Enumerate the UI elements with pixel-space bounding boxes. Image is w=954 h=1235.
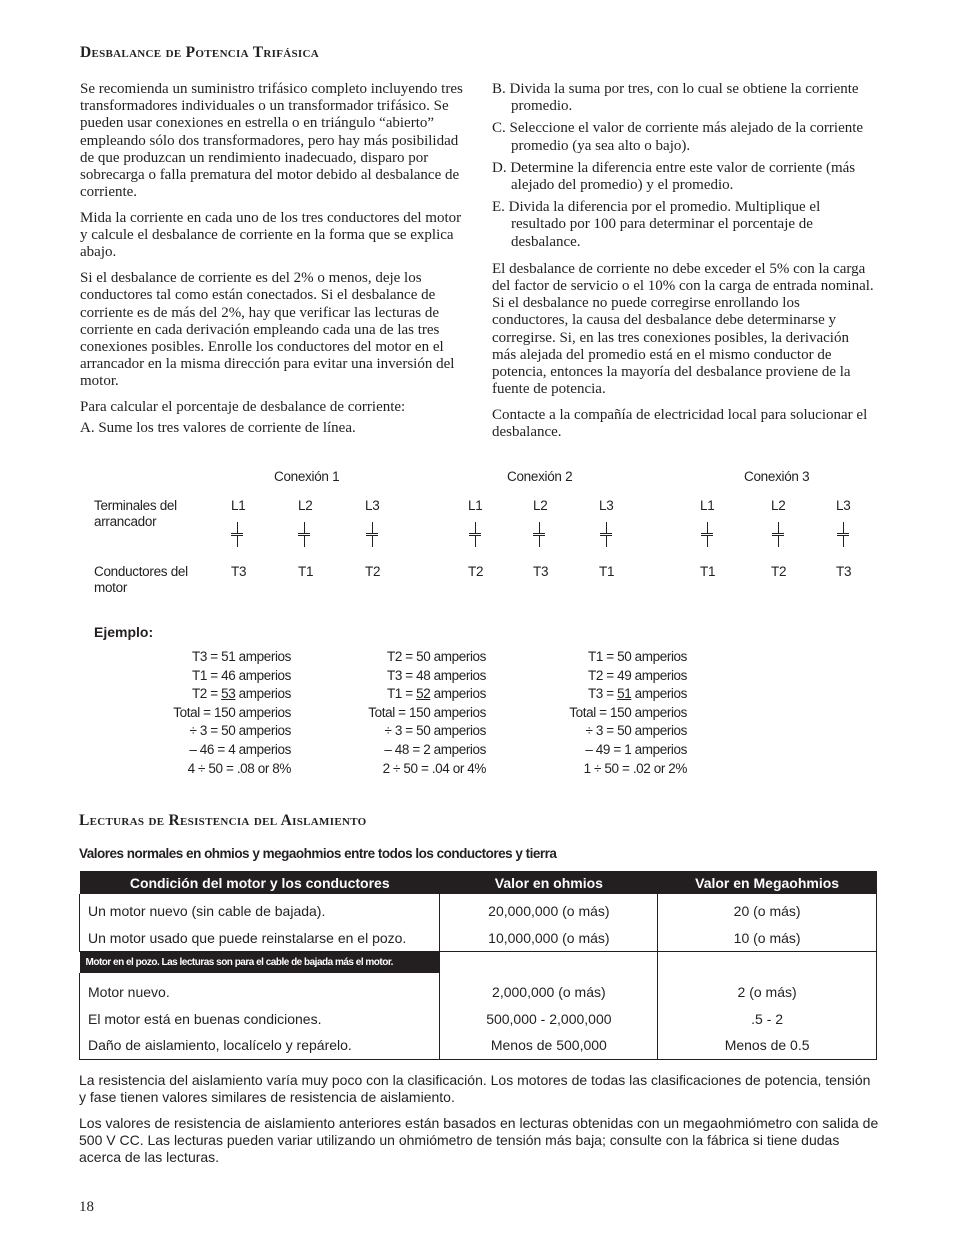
terminal-label: L1 <box>700 498 715 513</box>
example-column-2 <box>335 648 486 778</box>
connection-2-title: Conexión 2 <box>507 469 573 484</box>
example-line: T1 = 46 amperios <box>191 667 291 683</box>
cell-ohms: Menos de 500,000 <box>440 1032 658 1059</box>
lead-label: T3 <box>836 564 852 579</box>
connection-1-title: Conexión 1 <box>274 469 340 484</box>
lead-label: T2 <box>468 564 484 579</box>
paragraph: El desbalance de corriente no debe exceder el 5% con la carga del factor de servicio o el 10% con la carga de entrada nominal. Si el desbalance no puede corregirse enrollando los conductores, la causa del desbalance debe determinarse y corregirse. Si, en las tres conexiones posibles, la derivación más alejada del promedio está en el mismo conductor de potencia, entonces la mayoría del desbalance proviene de la fuente de potencia. <box>492 260 874 398</box>
terminal-connector-symbol <box>600 522 612 546</box>
example-line: T1 = 50 amperios <box>587 649 687 664</box>
example-line-suffix: amperios <box>235 686 291 702</box>
table-header-row <box>80 871 877 894</box>
example-line: Total = 150 amperios <box>569 704 687 720</box>
paragraph: Para calcular el porcentaje de desbalance de corriente: <box>80 399 406 416</box>
header-megaohms: Valor en Megaohmios <box>658 871 877 894</box>
terminal-label: L1 <box>231 498 246 513</box>
cell-ohms: 500,000 - 2,000,000 <box>440 1006 658 1033</box>
cell-megaohms: 2 (o más) <box>658 973 877 1006</box>
terminal-connector-symbol <box>837 522 849 546</box>
paragraph: Mida la corriente en cada uno de los tres conductores del motor y calcule el desbalance de corriente en la forma que se explica abajo. <box>80 210 462 261</box>
example-line: 2 ÷ 50 = .04 or 4% <box>382 760 486 776</box>
example-line: T3 = 48 amperios <box>386 667 486 683</box>
cell-megaohms: 10 (o más) <box>658 925 877 952</box>
lead-label: T1 <box>298 564 314 579</box>
insulation-resistance-table <box>79 871 877 1060</box>
example-line-underlined <box>140 685 291 704</box>
terminal-connector-symbol <box>701 522 713 546</box>
cell-megaohms: Menos de 0.5 <box>658 1032 877 1059</box>
right-column <box>492 81 874 450</box>
step-c: C. Seleccione el valor de corriente más alejado de la corriente promedio (ya sea alto o bajo). <box>492 120 864 154</box>
section-title-desbalance: Desbalance de Potencia Trifásica <box>80 44 319 61</box>
cell-empty <box>658 952 877 974</box>
example-column-1 <box>140 648 291 778</box>
page-number: 18 <box>79 1199 94 1215</box>
example-line-underlined <box>335 685 486 704</box>
paragraph: Si el desbalance de corriente es del 2% o menos, deje los conductores tal como están conectados. Si el desbalance de corriente es de más del 2%, hay que verificar las lecturas de corriente en cada derivación empleando cada una de las tres conexiones posibles. Enrolle los conductores del motor en el arrancador en la misma dirección para evitar una inversión del motor. <box>80 270 455 390</box>
table-row <box>80 925 877 952</box>
subheader-motor-in-well: Motor en el pozo. Las lecturas son para el cable de bajada más el motor. <box>80 952 440 974</box>
cell-condition: Motor nuevo. <box>80 973 440 1006</box>
note-paragraph: Los valores de resistencia de aislamiento anteriores están basados en lecturas obtenidas con un megaohmiómetro con salida de 500 V CC. Las lecturas pueden variar utilizando un ohmiómetro de tensión más baja; consulte con la fábrica si tiene dudas acerca de las lecturas. <box>79 1115 879 1165</box>
cell-megaohms: .5 - 2 <box>658 1006 877 1033</box>
cell-ohms: 10,000,000 (o más) <box>440 925 658 952</box>
starter-terminals-label: Terminales del arrancador <box>94 498 177 529</box>
header-condition: Condición del motor y los conductores <box>80 871 440 894</box>
example-selected-value: 53 <box>221 686 236 702</box>
table-subheader-row <box>80 952 877 974</box>
table-row <box>80 1032 877 1059</box>
terminal-connector-symbol <box>772 522 784 546</box>
step-a: A. Sume los tres valores de corriente de línea. <box>80 420 356 437</box>
lead-label: T3 <box>231 564 247 579</box>
paragraph: Se recomienda un suministro trifásico completo incluyendo tres transformadores individuales o un transformador trifásico. Se pueden usar conexiones en estrella o en triángulo “abierto” empleando sólo dos transformadores, pero hay más posibilidad de que produzcan un rendimiento inadecuado, disparo por sobrecarga o falla prematura del motor debido al desbalance de corriente. <box>80 81 463 201</box>
terminal-connector-symbol <box>469 522 481 546</box>
example-line-suffix: amperios <box>631 686 687 702</box>
example-line: – 49 = 1 amperios <box>585 741 687 757</box>
table-row <box>80 973 877 1006</box>
table-caption: Valores normales en ohmios y megaohmios entre todos los conductores y tierra <box>79 846 557 861</box>
lead-label: T1 <box>700 564 716 579</box>
step-b: B. Divida la suma por tres, con lo cual se obtiene la corriente promedio. <box>492 81 859 115</box>
lead-label: T3 <box>533 564 549 579</box>
terminal-connector-symbol <box>298 522 310 546</box>
motor-leads-label: Conductores del motor <box>94 564 188 595</box>
cell-empty <box>440 952 658 974</box>
terminal-connector-symbol <box>231 522 243 546</box>
lead-label: T2 <box>365 564 381 579</box>
example-line: 1 ÷ 50 = .02 or 2% <box>583 760 687 776</box>
example-line-prefix: T1 = <box>386 686 417 702</box>
example-label: Ejemplo: <box>94 624 154 640</box>
terminal-connector-symbol <box>366 522 378 546</box>
table-row <box>80 1006 877 1033</box>
lead-label: T2 <box>771 564 787 579</box>
example-line: – 48 = 2 amperios <box>384 741 486 757</box>
connection-3-title: Conexión 3 <box>744 469 810 484</box>
example-selected-value: 52 <box>416 686 431 702</box>
terminal-label: L2 <box>298 498 313 513</box>
cell-condition: El motor está en buenas condiciones. <box>80 1006 440 1033</box>
terminal-label: L1 <box>468 498 483 513</box>
cell-ohms: 20,000,000 (o más) <box>440 894 658 925</box>
example-line: 4 ÷ 50 = .08 or 8% <box>187 760 291 776</box>
terminal-label: L2 <box>771 498 786 513</box>
example-line: Total = 150 amperios <box>368 704 486 720</box>
cell-condition: Un motor usado que puede reinstalarse en el pozo. <box>80 925 440 952</box>
step-e: E. Divida la diferencia por el promedio. Multiplique el resultado por 100 para determinar el porcentaje de desbalance. <box>492 199 821 250</box>
example-line: – 46 = 4 amperios <box>189 741 291 757</box>
example-line-underlined <box>536 685 687 704</box>
example-column-3 <box>536 648 687 778</box>
example-line: T2 = 50 amperios <box>386 649 486 664</box>
header-ohms: Valor en ohmios <box>440 871 658 894</box>
terminal-label: L3 <box>365 498 380 513</box>
terminal-label: L2 <box>533 498 548 513</box>
terminal-label: L3 <box>599 498 614 513</box>
section-title-aislamiento: Lecturas de Resistencia del Aislamiento <box>79 812 367 829</box>
note-paragraph: La resistencia del aislamiento varía muy poco con la clasificación. Los motores de todas las clasificaciones de potencia, tensión y fase tienen valores similares de resistencia de aislamiento. <box>79 1072 871 1105</box>
table-row <box>80 894 877 925</box>
cell-ohms: 2,000,000 (o más) <box>440 973 658 1006</box>
left-column <box>80 81 464 446</box>
terminal-label: L3 <box>836 498 851 513</box>
example-line: ÷ 3 = 50 amperios <box>189 723 291 739</box>
example-selected-value: 51 <box>617 686 632 702</box>
step-d: D. Determine la diferencia entre este valor de corriente (más alejado del promedio) y el promedio. <box>492 159 856 194</box>
paragraph: Contacte a la compañía de electricidad local para solucionar el desbalance. <box>492 407 868 441</box>
example-line: ÷ 3 = 50 amperios <box>384 723 486 739</box>
example-line-suffix: amperios <box>430 686 486 702</box>
example-line: T3 = 51 amperios <box>191 649 291 664</box>
example-line: T2 = 49 amperios <box>587 667 687 683</box>
cell-condition: Un motor nuevo (sin cable de bajada). <box>80 894 440 925</box>
example-line: Total = 150 amperios <box>173 704 291 720</box>
example-line-prefix: T3 = <box>587 686 618 702</box>
example-line: ÷ 3 = 50 amperios <box>585 723 687 739</box>
lead-label: T1 <box>599 564 615 579</box>
example-line-prefix: T2 = <box>191 686 222 702</box>
terminal-connector-symbol <box>533 522 545 546</box>
cell-condition: Daño de aislamiento, localícelo y repárelo. <box>80 1032 440 1059</box>
cell-megaohms: 20 (o más) <box>658 894 877 925</box>
